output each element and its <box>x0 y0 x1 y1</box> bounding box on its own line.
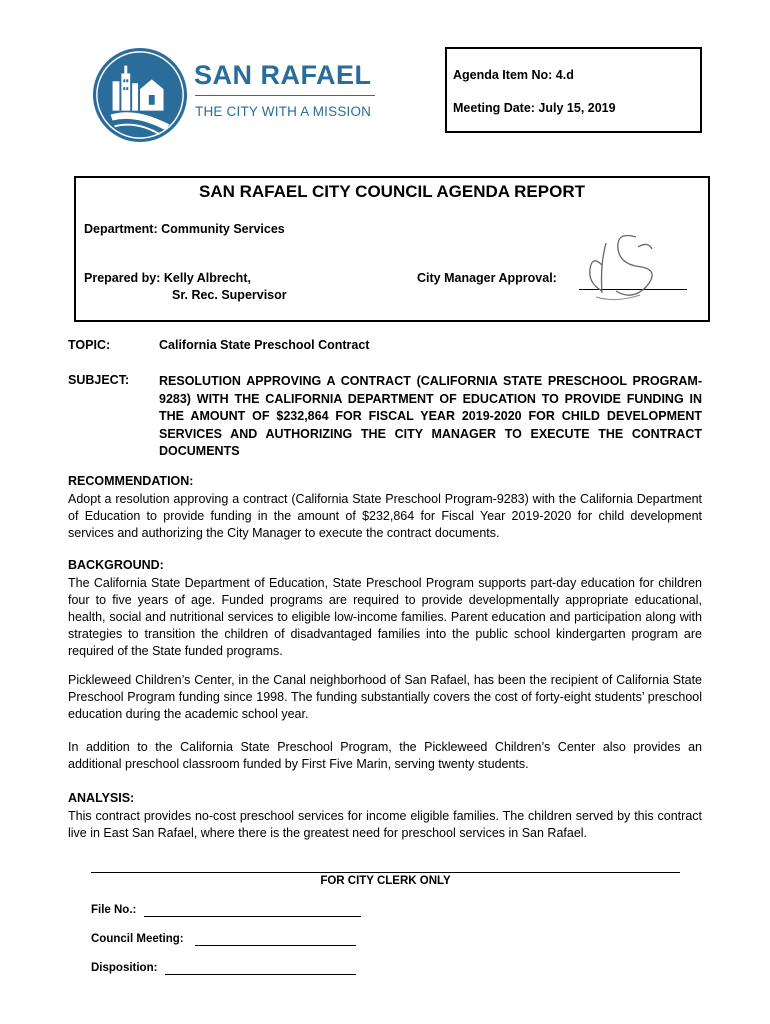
file-number-field[interactable] <box>144 916 361 917</box>
subject-label: SUBJECT: <box>68 373 130 387</box>
preparer-title: Sr. Rec. Supervisor <box>172 288 287 302</box>
topic-label: TOPIC: <box>68 338 111 352</box>
logo-city-name: SAN RAFAEL <box>194 60 372 90</box>
council-meeting-field[interactable] <box>195 945 356 946</box>
report-title: SAN RAFAEL CITY COUNCIL AGENDA REPORT <box>199 182 585 201</box>
analysis-text: This contract provides no-cost preschool services for income eligible families. The children served by this contract live in East San Rafael, where there is the greatest need for preschool services in San Rafael. <box>68 809 702 840</box>
analysis-heading: ANALYSIS: <box>68 791 135 805</box>
agenda-info-box <box>445 47 702 133</box>
recommendation-text: Adopt a resolution approving a contract (California State Preschool Program-9283) with the California Department of Education to provide funding in the amount of $232,864 for Fiscal Year 2019-2020 for child development services and authorizing the City Manager to execute the contract documents. <box>68 492 702 540</box>
topic-value: California State Preschool Contract <box>159 338 370 352</box>
city-manager-approval-label: City Manager Approval: <box>417 271 557 285</box>
file-number-label: File No.: <box>91 904 137 916</box>
logo-divider <box>195 95 375 96</box>
agenda-item-number: Agenda Item No: 4.d <box>453 68 574 82</box>
background-paragraph-2: Pickleweed Children’s Center, in the Canal neighborhood of San Rafael, has been the recipient of California State Preschool Program funding since 1998. The funding substantially covers the cost of forty-eight students’ preschool education during the academic school year. <box>68 673 702 721</box>
background-paragraph-3: In addition to the California State Preschool Program, the Pickleweed Children’s Center also provides an additional preschool classroom funded by First Five Marin, serving twenty students. <box>68 740 702 771</box>
clerk-section-title: FOR CITY CLERK ONLY <box>320 875 451 887</box>
handwritten-signature <box>576 225 666 303</box>
council-meeting-label: Council Meeting: <box>91 933 184 945</box>
city-seal-logo <box>91 46 189 144</box>
disposition-field[interactable] <box>165 974 356 975</box>
subject-text: RESOLUTION APPROVING A CONTRACT (CALIFORNIA STATE PRESCHOOL PROGRAM-9283) WITH THE CALIFORNIA DEPARTMENT OF EDUCATION TO PROVIDE FUNDING IN THE AMOUNT OF $232,864 FOR FISCAL YEAR 2019-2020 FOR CHILD DEVELOPMENT SERVICES AND AUTHORIZING THE CITY MANAGER TO EXECUTE THE CONTRACT DOCUMENTS <box>159 374 702 458</box>
background-heading: BACKGROUND: <box>68 558 164 572</box>
logo-tagline: THE CITY WITH A MISSION <box>195 104 372 119</box>
recommendation-heading: RECOMMENDATION: <box>68 474 194 488</box>
meeting-date: Meeting Date: July 15, 2019 <box>453 101 616 115</box>
disposition-label: Disposition: <box>91 962 158 974</box>
prepared-by-line: Prepared by: Kelly Albrecht, <box>84 271 251 285</box>
department-line: Department: Community Services <box>84 222 285 236</box>
background-paragraph-1: The California State Department of Education, State Preschool Program supports part-day education for children four to five years of age. Funded programs are required to provide developmentally appropriate educational, health, social and nutritional services to eligible low-income families. Parent education and participation along with strategies to transition the children of disadvantaged families into the public school kindergarten program are required of the State funded programs. <box>68 576 702 658</box>
clerk-divider <box>91 872 680 873</box>
